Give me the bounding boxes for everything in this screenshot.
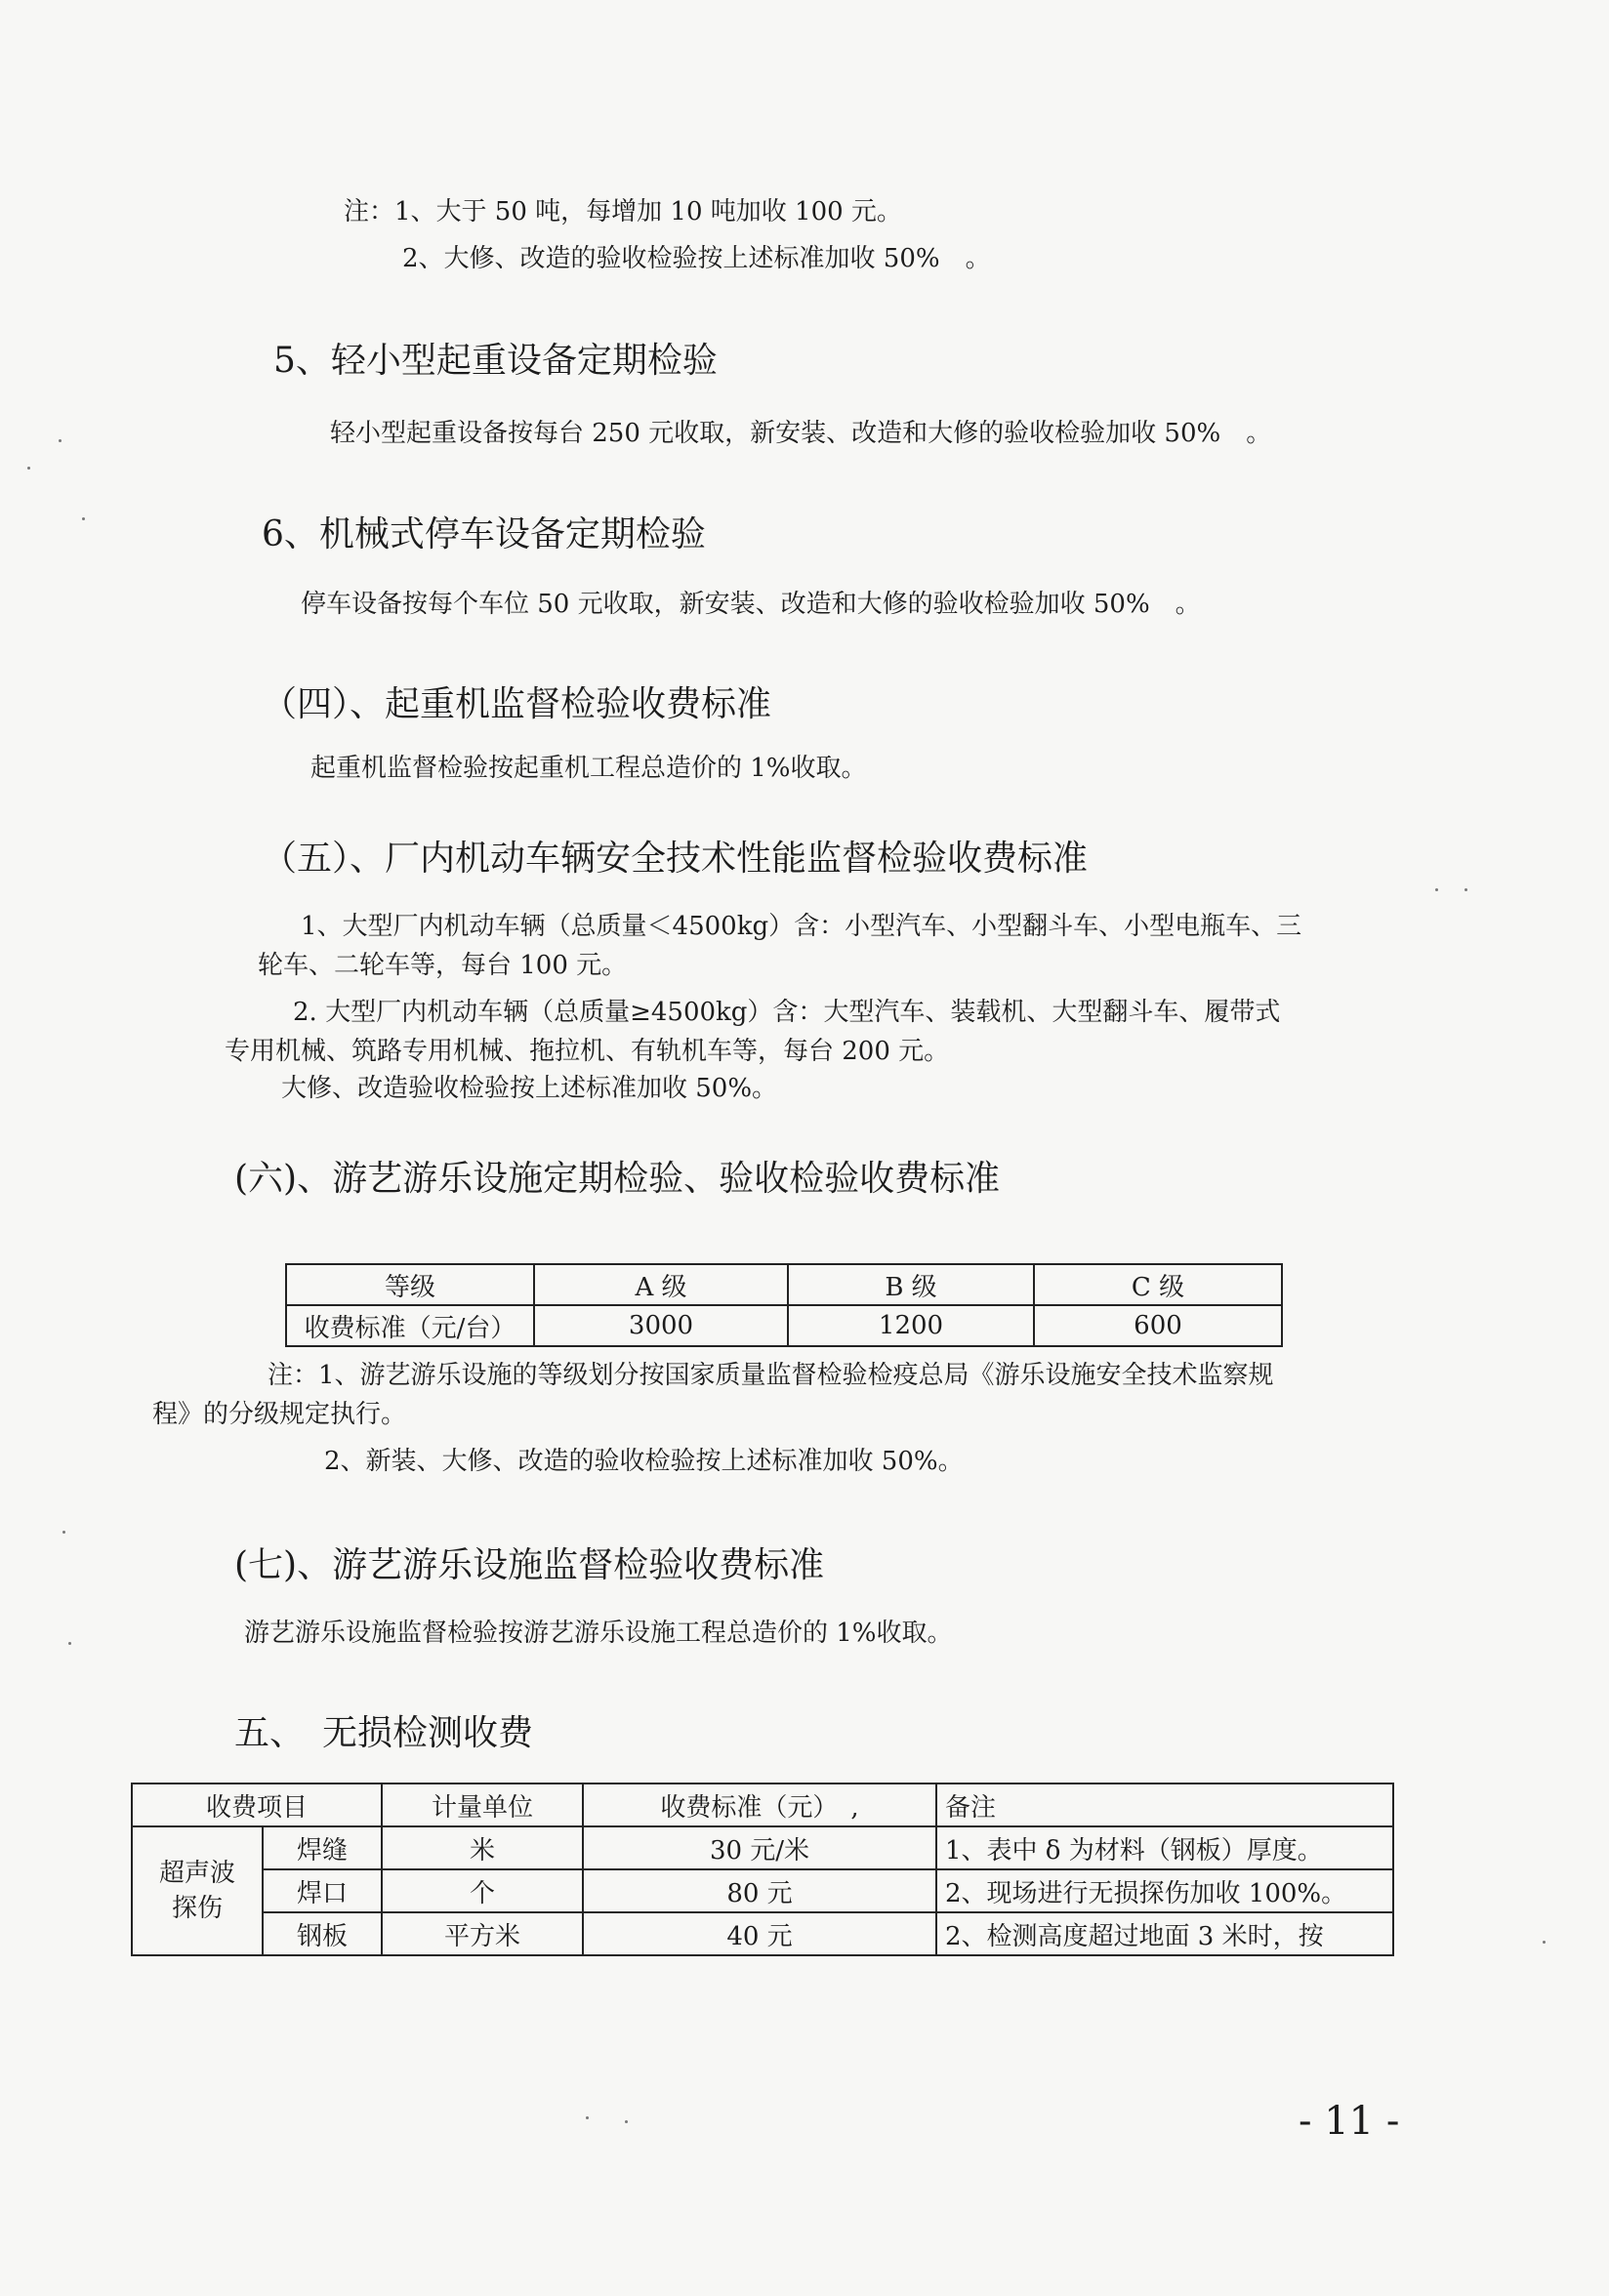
scan-speck	[586, 2116, 589, 2119]
table-cell: C 级	[1034, 1264, 1282, 1305]
ultrasonic-group-label	[132, 1826, 263, 1955]
table-header: 收费项目	[132, 1784, 382, 1826]
section-7-heading: (七)、游艺游乐设施监督检验收费标准	[234, 1545, 825, 1585]
table-row	[286, 1264, 1282, 1305]
table-cell: 600	[1034, 1305, 1282, 1346]
scan-speck	[68, 1642, 71, 1645]
note-top-line1: 注：1、大于 50 吨，每增加 10 吨加收 100 元。	[344, 197, 902, 226]
scan-speck	[27, 467, 30, 470]
section-5-heading: 5、轻小型起重设备定期检验	[273, 341, 718, 381]
section-4-heading: （四）、起重机监督检验收费标准	[262, 684, 772, 724]
table-row	[132, 1869, 1393, 1912]
section-5b-heading: （五）、厂内机动车辆安全技术性能监督检验收费标准	[262, 839, 1089, 879]
section-5b-item3: 大修、改造验收检验按上述标准加收 50%。	[281, 1074, 778, 1103]
table-cell: 40 元	[583, 1912, 936, 1955]
page-number: - 11 -	[1299, 2099, 1400, 2144]
table-cell: 钢板	[263, 1912, 382, 1955]
section-6b-note2: 2、新装、大修、改造的验收检验按上述标准加收 50%。	[324, 1447, 964, 1476]
section-5b-item1-line2: 轮车、二轮车等，每台 100 元。	[258, 951, 628, 980]
table-cell: 80 元	[583, 1869, 936, 1912]
scan-speck	[1543, 1941, 1546, 1944]
table-cell: 收费标准（元/台）	[286, 1305, 534, 1346]
section-6-heading: 6、机械式停车设备定期检验	[262, 514, 706, 554]
section-5b-item2-line2: 专用机械、筑路专用机械、拖拉机、有轨机车等，每台 200 元。	[225, 1037, 950, 1066]
table-row	[286, 1305, 1282, 1346]
table-header: 收费标准（元） ,	[583, 1784, 936, 1826]
section-6b-note1-line1: 注：1、游艺游乐设施的等级划分按国家质量监督检验检疫总局《游乐设施安全技术监察规	[268, 1361, 1274, 1390]
table-cell: 平方米	[382, 1912, 583, 1955]
group-label-line1: 超声波	[158, 1859, 235, 1888]
amusement-fee-table	[285, 1263, 1283, 1347]
scan-speck	[1435, 888, 1438, 891]
note-top-line2: 2、大修、改造的验收检验按上述标准加收 50% 。	[402, 244, 991, 273]
part-5-heading: 五、 无损检测收费	[234, 1713, 534, 1753]
table-row	[132, 1912, 1393, 1955]
section-6-text: 停车设备按每个车位 50 元收取，新安装、改造和大修的验收检验加收 50% 。	[301, 590, 1201, 619]
scan-speck	[59, 439, 62, 442]
section-5-text: 轻小型起重设备按每台 250 元收取，新安装、改造和大修的验收检验加收 50% 。	[330, 419, 1272, 448]
table-cell: 焊缝	[263, 1826, 382, 1869]
table-cell: 2、检测高度超过地面 3 米时，按	[936, 1912, 1393, 1955]
table-header: 计量单位	[382, 1784, 583, 1826]
table-header: 备注	[936, 1784, 1393, 1826]
scan-speck	[62, 1531, 65, 1534]
table-cell: 1、表中 δ 为材料（钢板）厚度。	[936, 1826, 1393, 1869]
table-cell: 3000	[534, 1305, 788, 1346]
table-cell: B 级	[788, 1264, 1034, 1305]
scan-speck	[625, 2120, 628, 2123]
table-cell: A 级	[534, 1264, 788, 1305]
table-row	[132, 1826, 1393, 1869]
table-cell: 个	[382, 1869, 583, 1912]
section-4-text: 起重机监督检验按起重机工程总造价的 1%收取。	[310, 754, 867, 783]
table-cell: 等级	[286, 1264, 534, 1305]
section-5b-item1-line1: 1、大型厂内机动车辆（总质量＜4500kg）含：小型汽车、小型翻斗车、小型电瓶车、三	[301, 912, 1302, 941]
scan-speck	[82, 517, 85, 520]
ndt-fee-table	[131, 1783, 1394, 1956]
section-7-text: 游艺游乐设施监督检验按游艺游乐设施工程总造价的 1%收取。	[244, 1619, 953, 1648]
table-row	[132, 1784, 1393, 1826]
table-cell: 米	[382, 1826, 583, 1869]
group-label-line2: 探伤	[171, 1894, 223, 1923]
table-cell: 2、现场进行无损探伤加收 100%。	[936, 1869, 1393, 1912]
table-cell: 30 元/米	[583, 1826, 936, 1869]
section-6b-heading: (六)、游艺游乐设施定期检验、验收检验收费标准	[234, 1159, 1001, 1199]
section-6b-note1-line2: 程》的分级规定执行。	[152, 1400, 407, 1429]
table-cell: 焊口	[263, 1869, 382, 1912]
section-5b-item2-line1: 2. 大型厂内机动车辆（总质量≥4500kg）含：大型汽车、装载机、大型翻斗车、履带式	[293, 998, 1281, 1027]
table-cell: 1200	[788, 1305, 1034, 1346]
scan-speck	[1465, 888, 1467, 891]
